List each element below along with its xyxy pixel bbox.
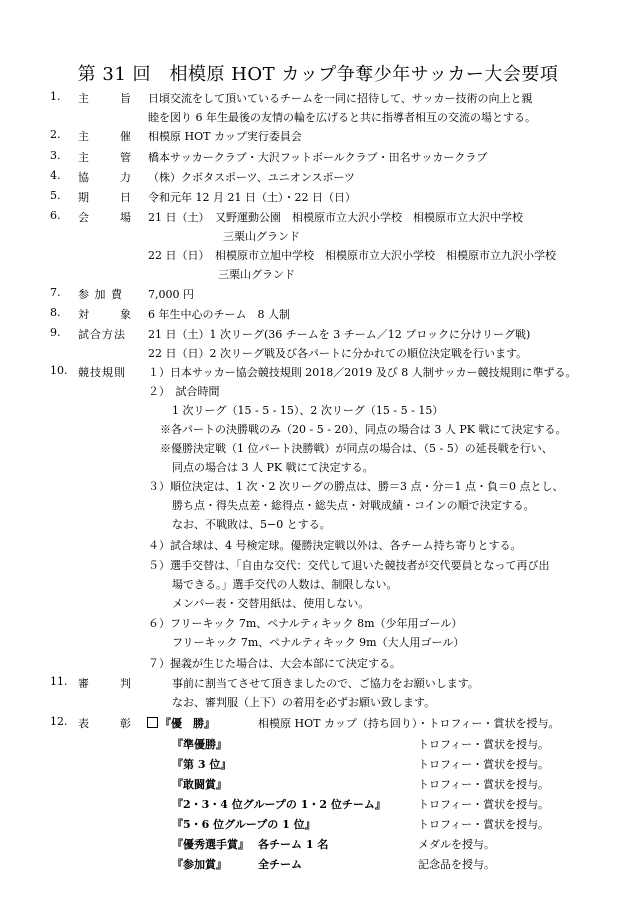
- section-label-b: 力: [120, 171, 131, 184]
- section-management: [0, 149, 636, 169]
- section-text: 日頃交流をして頂いているチームを一同に招待して、サッカー技術の向上と親: [148, 92, 533, 105]
- award-prize: 記念品を授与。: [418, 858, 495, 871]
- award-name: 『5・6 位グループの 1 位』: [172, 818, 316, 831]
- rule-line: 勝ち点・得失点差・総得点・総失点・対戦成績・コインの順で決定する。: [172, 499, 535, 512]
- section-text: 22 日（日）2 次リーグ戦及び各パートに分かれての順位決定戦を行います。: [148, 347, 528, 360]
- section-cooperation: [0, 169, 636, 189]
- rule-line: ※各パートの決勝戦のみ（20 - 5 - 20）、同点の場合は 3 人 PK 戦にて決定する。: [160, 423, 567, 436]
- section-label-a: 表: [78, 717, 89, 730]
- award-prize: トロフィー・賞状を授与。: [418, 758, 550, 771]
- section-text: 22 日（日） 相模原市立旭中学校 相模原市立大沢小学校 相模原市立九沢小学校: [148, 249, 556, 262]
- section-number: 9.: [50, 326, 61, 339]
- section-target: [0, 306, 636, 326]
- rule-line: ２） 試合時間: [148, 385, 220, 398]
- section-label-b: 管: [120, 151, 131, 164]
- section-label-b: 象: [120, 308, 131, 321]
- section-label-a: 協: [78, 171, 89, 184]
- award-name: 『準優勝』: [172, 738, 227, 751]
- rule-line: ３）順位決定は、1 次・2 次リーグの勝点は、勝＝3 点・分＝1 点・負＝0 点とし、: [148, 480, 564, 493]
- rule-line: 1 次リーグ（15 - 5 - 15）、2 次リーグ（15 - 5 - 15）: [172, 404, 444, 417]
- award-row: [0, 836, 636, 856]
- section-label-a: 期: [78, 191, 89, 204]
- award-row: [0, 736, 636, 756]
- award-name: 『敢闘賞』: [172, 778, 227, 791]
- section-number: 7.: [50, 286, 61, 299]
- award-row: [0, 816, 636, 836]
- award-name: [147, 715, 215, 731]
- award-detail: 全チーム: [258, 858, 302, 871]
- section-text: なお、審判服（上下）の着用を必ずお願い致します。: [172, 696, 436, 709]
- section-awards: [0, 715, 636, 735]
- rule-line: ６）フリーキック 7m、ペナルティキック 8m（少年用ゴール）: [148, 617, 463, 630]
- award-detail: 相模原 HOT カップ（持ち回り）・トロフィー・賞状を授与。: [258, 717, 560, 730]
- section-text: 相模原 HOT カップ実行委員会: [148, 130, 302, 143]
- award-prize: メダルを授与。: [418, 838, 495, 851]
- section-text: 21 日（土） 又野運動公園 相模原市立大沢小学校 相模原市立大沢中学校: [148, 211, 523, 224]
- section-text: 睦を図り 6 年生最後の友情の輪を広げると共に指導者相互の交流の場とする。: [148, 111, 536, 124]
- section-text: 7,000 円: [148, 288, 194, 301]
- section-dates: [0, 189, 636, 209]
- award-prize: トロフィー・賞状を授与。: [418, 738, 550, 751]
- section-number: 12.: [50, 715, 68, 728]
- section-rules: [0, 364, 636, 384]
- section-number: 1.: [50, 90, 61, 103]
- section-number: 10.: [50, 364, 68, 377]
- section-text: （株）クボタスポーツ、ユニオンスポーツ: [148, 171, 356, 184]
- award-detail: 各チーム 1 名: [258, 838, 329, 851]
- section-number: 11.: [50, 675, 68, 688]
- section-number: 5.: [50, 189, 61, 202]
- rule-line: ※優勝決定戦（1 位パート決勝戦）が同点の場合は、（5 - 5）の延長戦を行い、: [160, 442, 553, 455]
- section-venues: [0, 209, 636, 229]
- checkbox-square-icon: [147, 717, 158, 728]
- rule-line: フリーキック 7m、ペナルティキック 9m（大人用ゴール）: [172, 636, 465, 649]
- rule-line: １）日本サッカー協会競技規則 2018／2019 及び 8 人制サッカー競技規則に準ずる。: [148, 366, 577, 379]
- award-row: [0, 756, 636, 776]
- section-number: 3.: [50, 149, 61, 162]
- rule-line: ４）試合球は、4 号検定球。優勝決定戦以外は、各チーム持ち寄りとする。: [148, 539, 522, 552]
- section-number: 4.: [50, 169, 61, 182]
- section-label-b: 日: [120, 191, 131, 204]
- section-text: 6 年生中心のチーム 8 人制: [148, 308, 290, 321]
- rule-line: 場できる。」選手交代の人数は、制限しない。: [172, 578, 398, 591]
- section-label-b: 催: [120, 130, 131, 143]
- section-number: 2.: [50, 128, 61, 141]
- award-prize: トロフィー・賞状を授与。: [418, 778, 550, 791]
- section-label-b: 場: [120, 211, 131, 224]
- page-title: 第 31 回 相模原 HOT カップ争奪少年サッカー大会要項: [77, 64, 559, 85]
- section-text: 三栗山グランド: [223, 230, 300, 243]
- section-label: 試合方法: [78, 328, 126, 341]
- section-referee: [0, 675, 636, 695]
- rule-line: メンバー表・交替用紙は、使用しない。: [172, 597, 370, 610]
- section-number: 8.: [50, 306, 61, 319]
- section-label-b: 彰: [120, 717, 131, 730]
- section-number: 6.: [50, 209, 61, 222]
- section-label-a: 審: [78, 677, 89, 690]
- award-name: 『2・3・4 位グループの 1・2 位チーム』: [172, 798, 386, 811]
- award-name: 『優秀選手賞』: [172, 838, 249, 851]
- section-label-b: 判: [120, 677, 131, 690]
- award-name-text: 『優 勝』: [160, 717, 215, 730]
- section-format: [0, 326, 636, 346]
- rule-line: なお、不戦敗は、5−0 とする。: [172, 518, 331, 531]
- award-row: [0, 856, 636, 876]
- section-label: 競技規則: [78, 366, 126, 379]
- section-text: 橋本サッカークラブ・大沢フットボールクラブ・田名サッカークラブ: [148, 151, 488, 164]
- award-row: [0, 796, 636, 816]
- section-label: 参 加 費: [78, 288, 123, 301]
- section-organizer: [0, 128, 636, 148]
- award-prize: トロフィー・賞状を授与。: [418, 798, 550, 811]
- section-label-a: 主: [78, 92, 89, 105]
- section-purpose: [0, 90, 636, 110]
- section-text: 21 日（土）1 次リーグ(36 チームを 3 チーム／12 ブロックに分けリーグ戦): [148, 328, 531, 341]
- section-text: 事前に割当てさせて頂きましたので、ご協力をお願いします。: [172, 677, 479, 690]
- section-text: 三栗山グランド: [218, 268, 295, 281]
- section-label-b: 旨: [120, 92, 131, 105]
- section-label-a: 対: [78, 308, 89, 321]
- award-row: [0, 776, 636, 796]
- section-label-a: 主: [78, 130, 89, 143]
- rule-line: 同点の場合は 3 人 PK 戦にて決定する。: [172, 461, 374, 474]
- rule-line: ５）選手交替は、「自由な交代：交代して退いた競技者が交代要員となって再び出: [148, 559, 550, 572]
- section-text: 令和元年 12 月 21 日（土）・22 日（日）: [148, 191, 356, 204]
- rule-line: ７）握義が生じた場合は、大会本部にて決定する。: [148, 657, 401, 670]
- section-fee: [0, 286, 636, 306]
- section-label-a: 主: [78, 151, 89, 164]
- award-name: 『参加賞』: [172, 858, 227, 871]
- award-name: 『第 3 位』: [172, 758, 232, 771]
- section-label-a: 会: [78, 211, 89, 224]
- award-prize: トロフィー・賞状を授与。: [418, 818, 550, 831]
